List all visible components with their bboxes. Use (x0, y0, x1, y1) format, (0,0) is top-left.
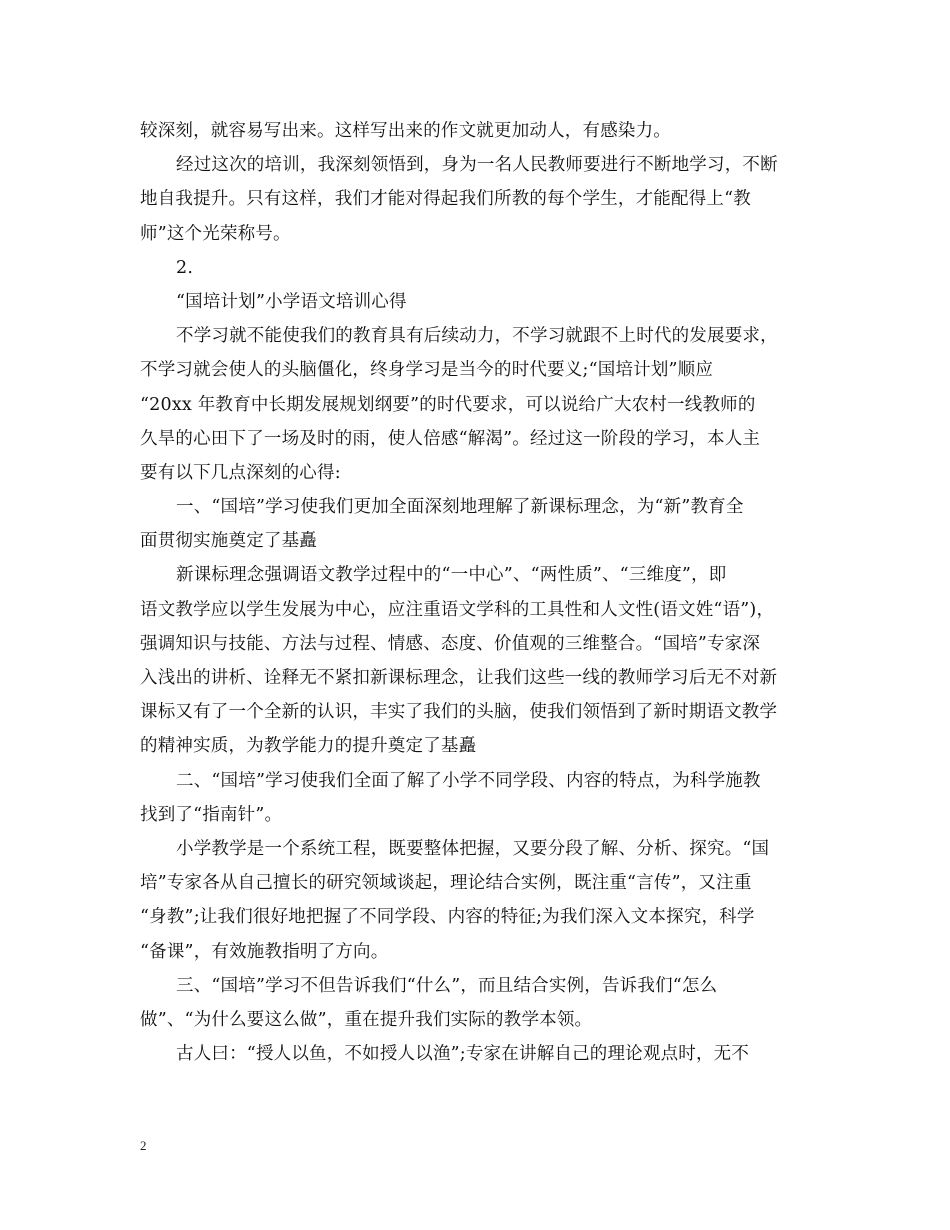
text-line: 2. (176, 257, 194, 278)
text-line: 较深刻，就容易写出来。这样写出来的作文就更加动人，有感染力。 (140, 121, 671, 141)
text-line: “国培计划”小学语文培训心得 (176, 291, 407, 312)
text-line: 要有以下几点深刻的心得: (140, 462, 341, 483)
text-line: “20xx 年教育中长期发展规划纲要”的时代要求，可以说给广大农村一线教师的 (140, 394, 756, 415)
text-line: 强调知识与技能、方法与过程、情感、态度、价值观的三维整合。“国培”专家深 (140, 633, 761, 654)
text-line: 一、“国培”学习使我们更加全面深刻地理解了新课标理念，为“新”教育全 (176, 497, 744, 518)
text-line: 不学习就会使人的头脑僵化，终身学习是当今的时代要义;“国培计划”顺应 (140, 360, 714, 381)
text-line: 面贯彻实施奠定了基矗 (140, 531, 317, 552)
page-number: 2 (140, 1138, 147, 1153)
text-line: 经过这次的培训，我深刻领悟到，身为一名人民教师要进行不断地学习，不断 (176, 155, 778, 176)
text-line: 的精神实质，为教学能力的提升奠定了基矗 (140, 736, 477, 757)
text-line: “备课”，有效施教指明了方向。 (140, 941, 389, 962)
text-line: 找到了“指南针”。 (140, 804, 283, 825)
text-line: 地自我提升。只有这样，我们才能对得起我们所教的每个学生，才能配得上“教 (140, 189, 751, 210)
text-line: 三、“国培”学习不但告诉我们“什么”，而且结合实例，告诉我们“怎么 (176, 975, 718, 996)
text-line: 师”这个光荣称号。 (140, 223, 291, 244)
text-line: “身教”;让我们很好地把握了不同学段、内容的特征;为我们深入文本探究，科学 (140, 907, 755, 928)
text-line: 二、“国培”学习使我们全面了解了小学不同学段、内容的特点，为科学施教 (176, 770, 761, 791)
text-line: 入浅出的讲析、诠释无不紧扣新课标理念，让我们这些一线的教师学习后无不对新 (140, 668, 778, 688)
text-line: 做”、“为什么要这么做”，重在提升我们实际的教学本领。 (140, 1009, 593, 1030)
text-line: 久旱的心田下了一场及时的雨，使人倍感“解渴”。经过这一阶段的学习，本人主 (140, 428, 761, 449)
text-line: 新课标理念强调语文教学过程中的“一中心”、“两性质”、“三维度”，即 (176, 565, 727, 586)
document-body (140, 114, 816, 1071)
text-line: 小学教学是一个系统工程，既要整体把握，又要分段了解、分析、探究。“国 (176, 838, 770, 859)
text-line: 不学习就不能使我们的教育具有后续动力，不学习就跟不上时代的发展要求， (176, 326, 778, 347)
text-line: 课标又有了一个全新的认识，丰实了我们的头脑，使我们领悟到了新时期语文教学 (140, 702, 778, 723)
text-line: 古人曰：“授人以鱼，不如授人以渔”;专家在讲解自己的理论观点时，无不 (176, 1044, 750, 1065)
text-line: 培”专家各从自己擅长的研究领域谈起，理论结合实例，既注重“言传”，又注重 (140, 873, 752, 894)
text-line: 语文教学应以学生发展为中心，应注重语文学科的工具性和人文性(语文姓“语”)， (140, 599, 775, 620)
